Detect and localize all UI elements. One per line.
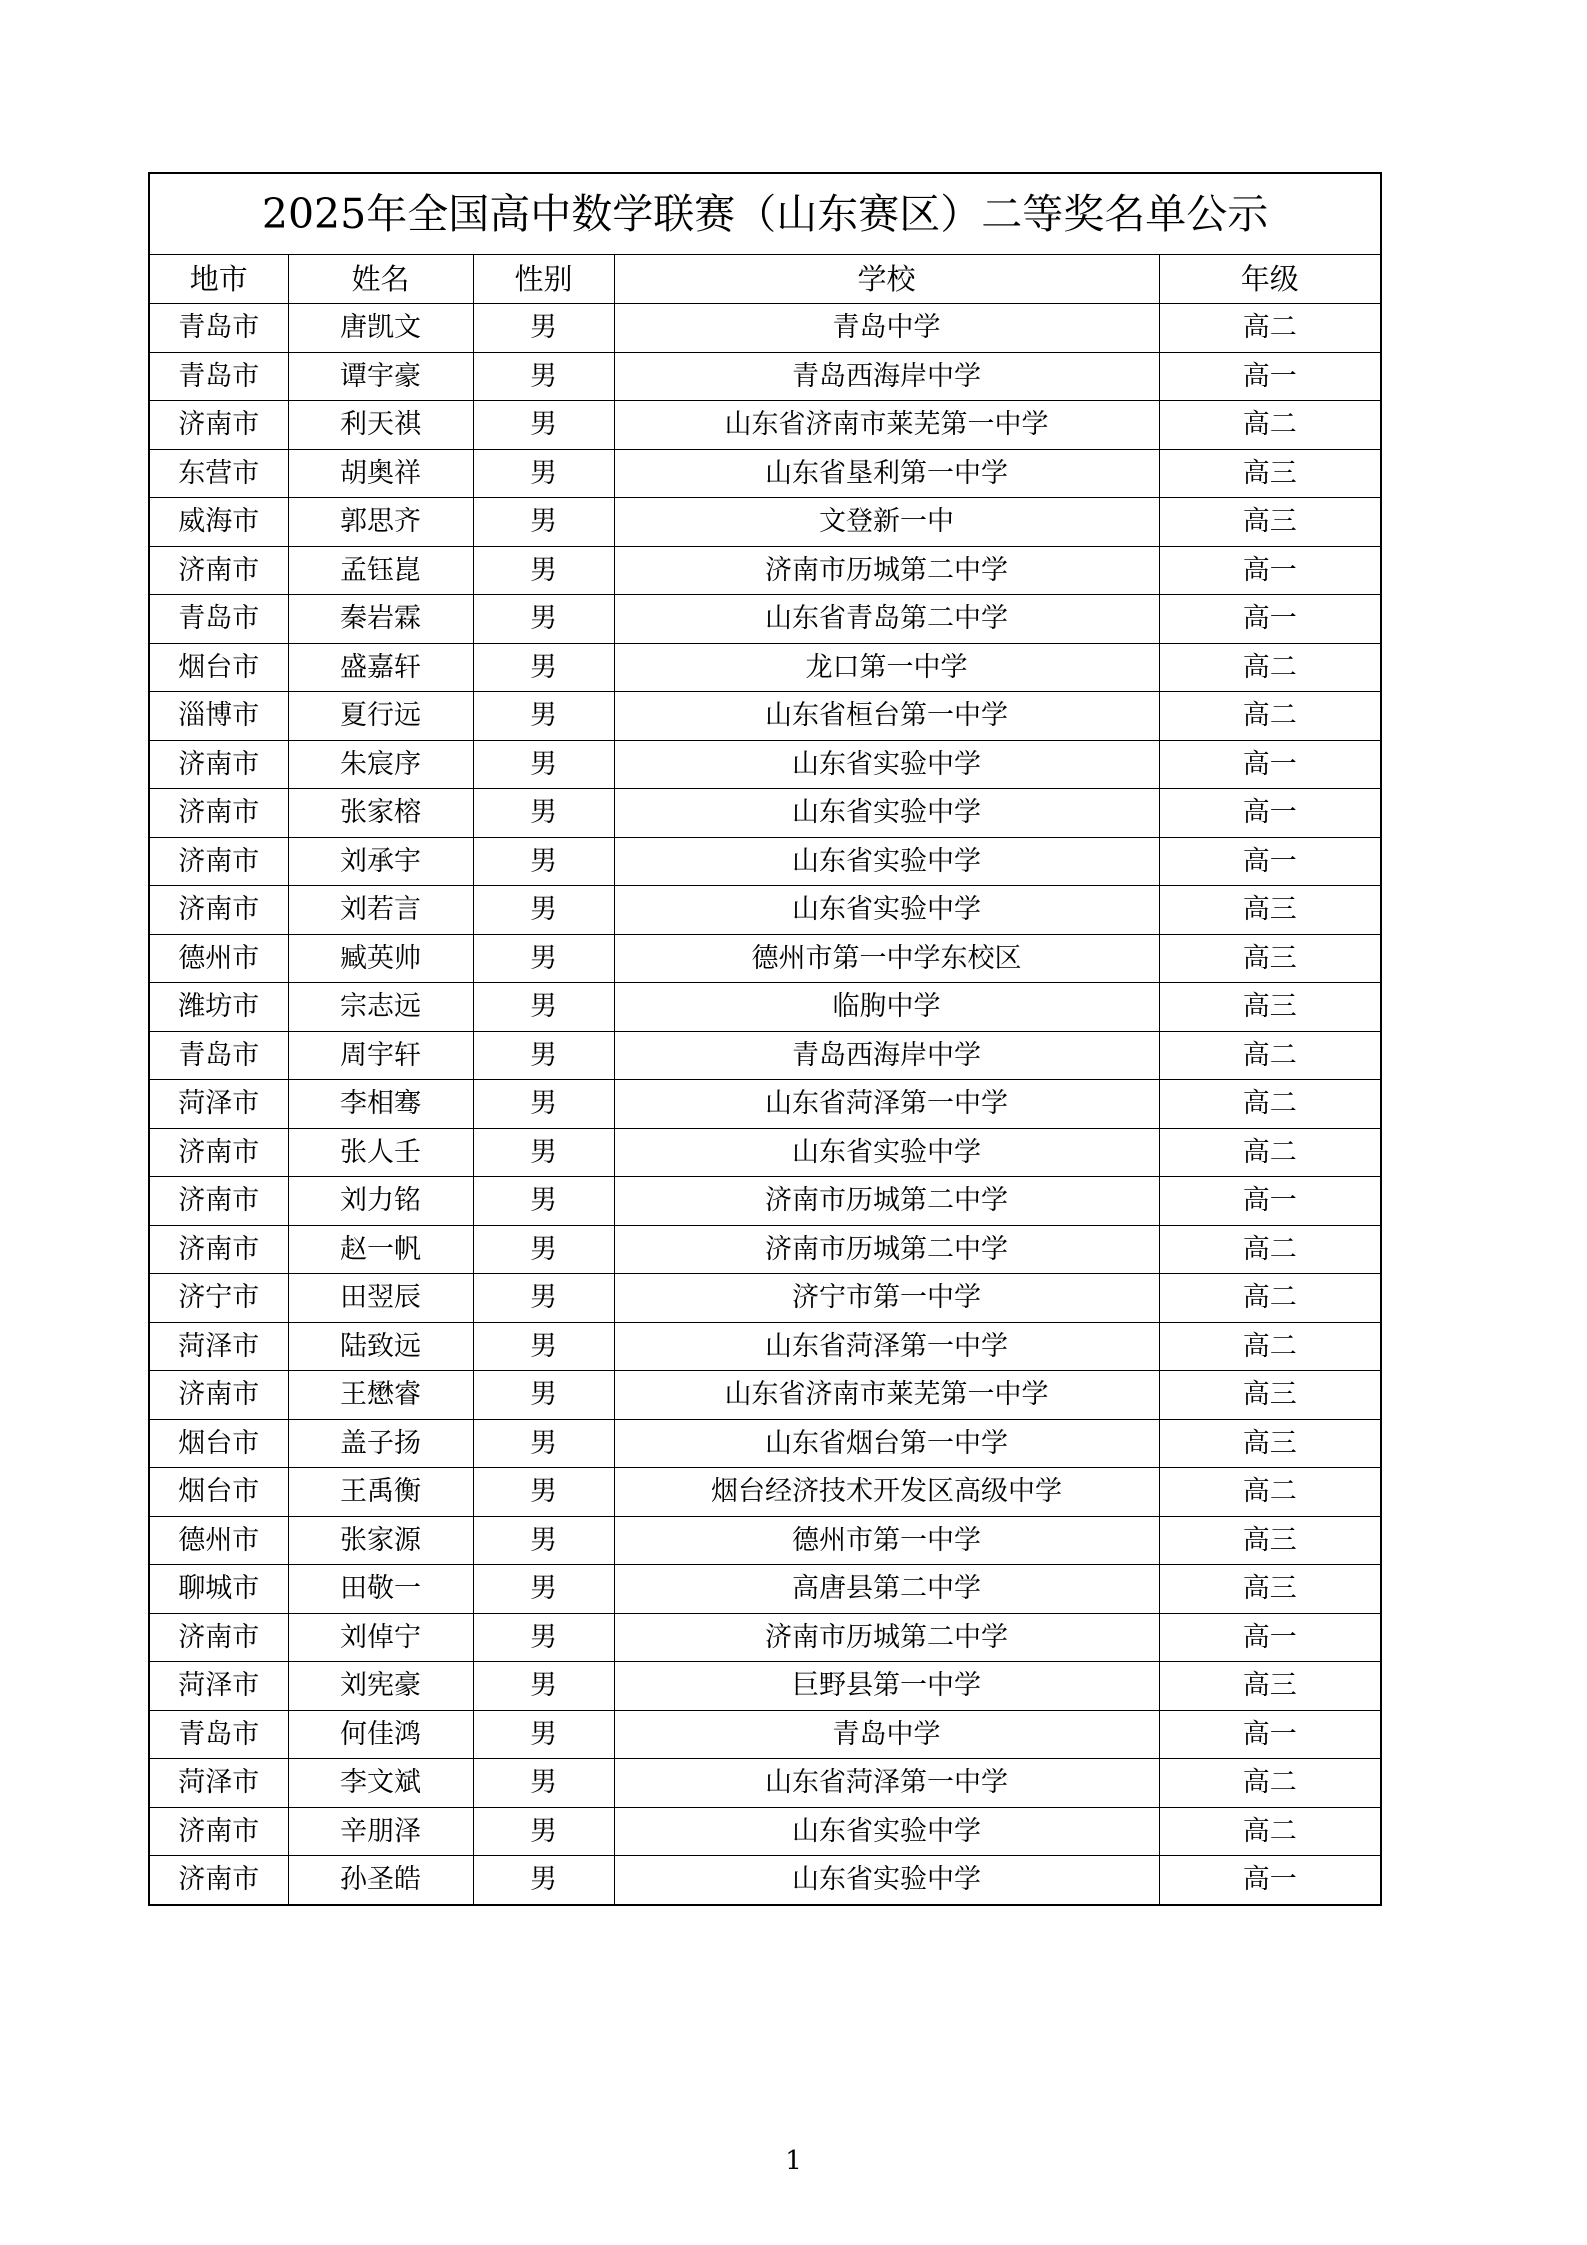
cell-city: 济南市 <box>149 886 288 935</box>
cell-name: 孙圣皓 <box>288 1856 473 1905</box>
cell-gender: 男 <box>473 692 614 741</box>
cell-name: 臧英帅 <box>288 934 473 983</box>
cell-grade: 高三 <box>1159 449 1381 498</box>
table-row <box>149 1565 1381 1614</box>
cell-city: 济南市 <box>149 1225 288 1274</box>
cell-city: 聊城市 <box>149 1565 288 1614</box>
cell-grade: 高二 <box>1159 643 1381 692</box>
cell-school: 山东省实验中学 <box>614 1128 1159 1177</box>
cell-city: 青岛市 <box>149 352 288 401</box>
table-row <box>149 1807 1381 1856</box>
cell-name: 盛嘉轩 <box>288 643 473 692</box>
cell-name: 周宇轩 <box>288 1031 473 1080</box>
page-number: 1 <box>785 2146 802 2176</box>
cell-school: 巨野县第一中学 <box>614 1662 1159 1711</box>
cell-city: 济南市 <box>149 837 288 886</box>
cell-school: 山东省菏泽第一中学 <box>614 1322 1159 1371</box>
table-row <box>149 740 1381 789</box>
cell-gender: 男 <box>473 1080 614 1129</box>
cell-name: 刘宪豪 <box>288 1662 473 1711</box>
cell-city: 菏泽市 <box>149 1322 288 1371</box>
cell-name: 孟钰崑 <box>288 546 473 595</box>
cell-school: 山东省实验中学 <box>614 740 1159 789</box>
cell-name: 何佳鸿 <box>288 1710 473 1759</box>
cell-school: 龙口第一中学 <box>614 643 1159 692</box>
cell-city: 青岛市 <box>149 1710 288 1759</box>
table-row <box>149 352 1381 401</box>
cell-city: 青岛市 <box>149 304 288 353</box>
cell-city: 济南市 <box>149 1371 288 1420</box>
cell-grade: 高二 <box>1159 1128 1381 1177</box>
cell-gender: 男 <box>473 595 614 644</box>
cell-school: 济南市历城第二中学 <box>614 1613 1159 1662</box>
cell-grade: 高三 <box>1159 1419 1381 1468</box>
cell-name: 张家源 <box>288 1516 473 1565</box>
cell-grade: 高一 <box>1159 546 1381 595</box>
table-row <box>149 1856 1381 1905</box>
cell-name: 唐凯文 <box>288 304 473 353</box>
cell-grade: 高三 <box>1159 498 1381 547</box>
cell-school: 德州市第一中学东校区 <box>614 934 1159 983</box>
cell-school: 山东省实验中学 <box>614 1807 1159 1856</box>
cell-name: 郭思齐 <box>288 498 473 547</box>
cell-school: 青岛西海岸中学 <box>614 1031 1159 1080</box>
cell-school: 青岛西海岸中学 <box>614 352 1159 401</box>
cell-school: 青岛中学 <box>614 304 1159 353</box>
cell-school: 临朐中学 <box>614 983 1159 1032</box>
cell-school: 山东省实验中学 <box>614 789 1159 838</box>
cell-grade: 高二 <box>1159 1225 1381 1274</box>
title-row <box>149 173 1381 255</box>
cell-gender: 男 <box>473 934 614 983</box>
cell-name: 王懋睿 <box>288 1371 473 1420</box>
cell-gender: 男 <box>473 1419 614 1468</box>
cell-name: 刘若言 <box>288 886 473 935</box>
cell-gender: 男 <box>473 1031 614 1080</box>
cell-city: 济南市 <box>149 401 288 450</box>
cell-school: 高唐县第二中学 <box>614 1565 1159 1614</box>
cell-school: 济南市历城第二中学 <box>614 1225 1159 1274</box>
cell-grade: 高三 <box>1159 1371 1381 1420</box>
table-row <box>149 304 1381 353</box>
cell-grade: 高三 <box>1159 983 1381 1032</box>
cell-name: 赵一帆 <box>288 1225 473 1274</box>
cell-gender: 男 <box>473 789 614 838</box>
cell-gender: 男 <box>473 740 614 789</box>
table-row <box>149 1419 1381 1468</box>
table-row <box>149 789 1381 838</box>
column-header-gender: 性别 <box>473 255 614 304</box>
cell-school: 山东省垦利第一中学 <box>614 449 1159 498</box>
cell-school: 山东省实验中学 <box>614 837 1159 886</box>
cell-school: 山东省烟台第一中学 <box>614 1419 1159 1468</box>
cell-gender: 男 <box>473 352 614 401</box>
cell-school: 山东省青岛第二中学 <box>614 595 1159 644</box>
cell-school: 山东省桓台第一中学 <box>614 692 1159 741</box>
cell-name: 张人壬 <box>288 1128 473 1177</box>
cell-gender: 男 <box>473 1565 614 1614</box>
cell-grade: 高二 <box>1159 692 1381 741</box>
cell-city: 青岛市 <box>149 595 288 644</box>
cell-gender: 男 <box>473 837 614 886</box>
cell-city: 青岛市 <box>149 1031 288 1080</box>
cell-city: 济南市 <box>149 1613 288 1662</box>
cell-gender: 男 <box>473 1371 614 1420</box>
cell-city: 济南市 <box>149 789 288 838</box>
table-row <box>149 1128 1381 1177</box>
cell-name: 辛朋泽 <box>288 1807 473 1856</box>
cell-gender: 男 <box>473 1710 614 1759</box>
table-row <box>149 1322 1381 1371</box>
cell-grade: 高一 <box>1159 595 1381 644</box>
cell-city: 济南市 <box>149 1128 288 1177</box>
cell-city: 潍坊市 <box>149 983 288 1032</box>
cell-city: 济宁市 <box>149 1274 288 1323</box>
table-row <box>149 643 1381 692</box>
column-header-name: 姓名 <box>288 255 473 304</box>
cell-city: 烟台市 <box>149 1419 288 1468</box>
cell-gender: 男 <box>473 643 614 692</box>
table-body <box>149 173 1381 1905</box>
cell-school: 山东省济南市莱芜第一中学 <box>614 401 1159 450</box>
cell-gender: 男 <box>473 1516 614 1565</box>
cell-grade: 高一 <box>1159 352 1381 401</box>
cell-gender: 男 <box>473 1322 614 1371</box>
table-header-row <box>149 255 1381 304</box>
table-row <box>149 449 1381 498</box>
cell-city: 烟台市 <box>149 1468 288 1517</box>
cell-city: 济南市 <box>149 546 288 595</box>
cell-gender: 男 <box>473 1613 614 1662</box>
cell-grade: 高二 <box>1159 1274 1381 1323</box>
cell-grade: 高二 <box>1159 1468 1381 1517</box>
table-row <box>149 692 1381 741</box>
table-row <box>149 1177 1381 1226</box>
cell-city: 济南市 <box>149 1856 288 1905</box>
cell-name: 田翌辰 <box>288 1274 473 1323</box>
cell-school: 山东省实验中学 <box>614 886 1159 935</box>
cell-school: 德州市第一中学 <box>614 1516 1159 1565</box>
table-row <box>149 1613 1381 1662</box>
cell-school: 济宁市第一中学 <box>614 1274 1159 1323</box>
cell-gender: 男 <box>473 401 614 450</box>
cell-grade: 高三 <box>1159 934 1381 983</box>
cell-grade: 高一 <box>1159 740 1381 789</box>
cell-grade: 高一 <box>1159 1710 1381 1759</box>
column-header-school: 学校 <box>614 255 1159 304</box>
cell-grade: 高一 <box>1159 837 1381 886</box>
cell-name: 胡奥祥 <box>288 449 473 498</box>
table-row <box>149 1225 1381 1274</box>
cell-city: 烟台市 <box>149 643 288 692</box>
cell-gender: 男 <box>473 1128 614 1177</box>
cell-name: 盖子扬 <box>288 1419 473 1468</box>
table-row <box>149 1759 1381 1808</box>
column-header-city: 地市 <box>149 255 288 304</box>
cell-gender: 男 <box>473 304 614 353</box>
cell-name: 刘承宇 <box>288 837 473 886</box>
cell-gender: 男 <box>473 886 614 935</box>
cell-grade: 高三 <box>1159 1516 1381 1565</box>
cell-school: 烟台经济技术开发区高级中学 <box>614 1468 1159 1517</box>
cell-grade: 高二 <box>1159 1080 1381 1129</box>
cell-gender: 男 <box>473 1274 614 1323</box>
cell-gender: 男 <box>473 498 614 547</box>
cell-city: 淄博市 <box>149 692 288 741</box>
cell-grade: 高一 <box>1159 789 1381 838</box>
cell-grade: 高二 <box>1159 304 1381 353</box>
cell-name: 王禹衡 <box>288 1468 473 1517</box>
cell-school: 山东省菏泽第一中学 <box>614 1080 1159 1129</box>
cell-name: 刘力铭 <box>288 1177 473 1226</box>
table-row <box>149 1080 1381 1129</box>
table-row <box>149 498 1381 547</box>
cell-school: 济南市历城第二中学 <box>614 1177 1159 1226</box>
cell-gender: 男 <box>473 1759 614 1808</box>
cell-grade: 高三 <box>1159 1662 1381 1711</box>
cell-city: 济南市 <box>149 1177 288 1226</box>
cell-name: 陆致远 <box>288 1322 473 1371</box>
cell-name: 夏行远 <box>288 692 473 741</box>
cell-city: 菏泽市 <box>149 1662 288 1711</box>
cell-grade: 高二 <box>1159 401 1381 450</box>
column-header-grade: 年级 <box>1159 255 1381 304</box>
cell-grade: 高一 <box>1159 1613 1381 1662</box>
cell-name: 田敬一 <box>288 1565 473 1614</box>
cell-name: 朱宸序 <box>288 740 473 789</box>
cell-school: 文登新一中 <box>614 498 1159 547</box>
cell-grade: 高三 <box>1159 886 1381 935</box>
cell-gender: 男 <box>473 1225 614 1274</box>
award-list-table <box>148 172 1382 1906</box>
cell-school: 济南市历城第二中学 <box>614 546 1159 595</box>
cell-school: 青岛中学 <box>614 1710 1159 1759</box>
cell-name: 谭宇豪 <box>288 352 473 401</box>
table-row <box>149 1710 1381 1759</box>
cell-school: 山东省实验中学 <box>614 1856 1159 1905</box>
cell-name: 秦岩霖 <box>288 595 473 644</box>
cell-city: 菏泽市 <box>149 1080 288 1129</box>
cell-name: 李相骞 <box>288 1080 473 1129</box>
document-title: 2025年全国高中数学联赛（山东赛区）二等奖名单公示 <box>149 173 1381 255</box>
cell-city: 东营市 <box>149 449 288 498</box>
cell-grade: 高二 <box>1159 1322 1381 1371</box>
table-row <box>149 983 1381 1032</box>
cell-gender: 男 <box>473 1807 614 1856</box>
cell-gender: 男 <box>473 1662 614 1711</box>
table-row <box>149 1371 1381 1420</box>
cell-name: 刘倬宁 <box>288 1613 473 1662</box>
cell-city: 德州市 <box>149 1516 288 1565</box>
table-row <box>149 1274 1381 1323</box>
cell-school: 山东省济南市莱芜第一中学 <box>614 1371 1159 1420</box>
cell-grade: 高二 <box>1159 1807 1381 1856</box>
cell-city: 济南市 <box>149 740 288 789</box>
cell-school: 山东省菏泽第一中学 <box>614 1759 1159 1808</box>
cell-grade: 高一 <box>1159 1177 1381 1226</box>
cell-gender: 男 <box>473 1856 614 1905</box>
cell-gender: 男 <box>473 546 614 595</box>
cell-gender: 男 <box>473 1468 614 1517</box>
cell-city: 菏泽市 <box>149 1759 288 1808</box>
cell-city: 德州市 <box>149 934 288 983</box>
cell-grade: 高三 <box>1159 1565 1381 1614</box>
cell-name: 宗志远 <box>288 983 473 1032</box>
table-row <box>149 1662 1381 1711</box>
table-row <box>149 886 1381 935</box>
table-row <box>149 546 1381 595</box>
table-row <box>149 837 1381 886</box>
cell-grade: 高二 <box>1159 1759 1381 1808</box>
cell-gender: 男 <box>473 449 614 498</box>
cell-grade: 高一 <box>1159 1856 1381 1905</box>
cell-city: 威海市 <box>149 498 288 547</box>
table-row <box>149 1516 1381 1565</box>
table-row <box>149 934 1381 983</box>
cell-grade: 高二 <box>1159 1031 1381 1080</box>
table-row <box>149 1031 1381 1080</box>
table-row <box>149 401 1381 450</box>
cell-gender: 男 <box>473 983 614 1032</box>
cell-city: 济南市 <box>149 1807 288 1856</box>
cell-name: 张家榕 <box>288 789 473 838</box>
award-list-table-container <box>148 172 1380 1906</box>
table-row <box>149 1468 1381 1517</box>
cell-name: 利天祺 <box>288 401 473 450</box>
cell-gender: 男 <box>473 1177 614 1226</box>
table-row <box>149 595 1381 644</box>
cell-name: 李文斌 <box>288 1759 473 1808</box>
